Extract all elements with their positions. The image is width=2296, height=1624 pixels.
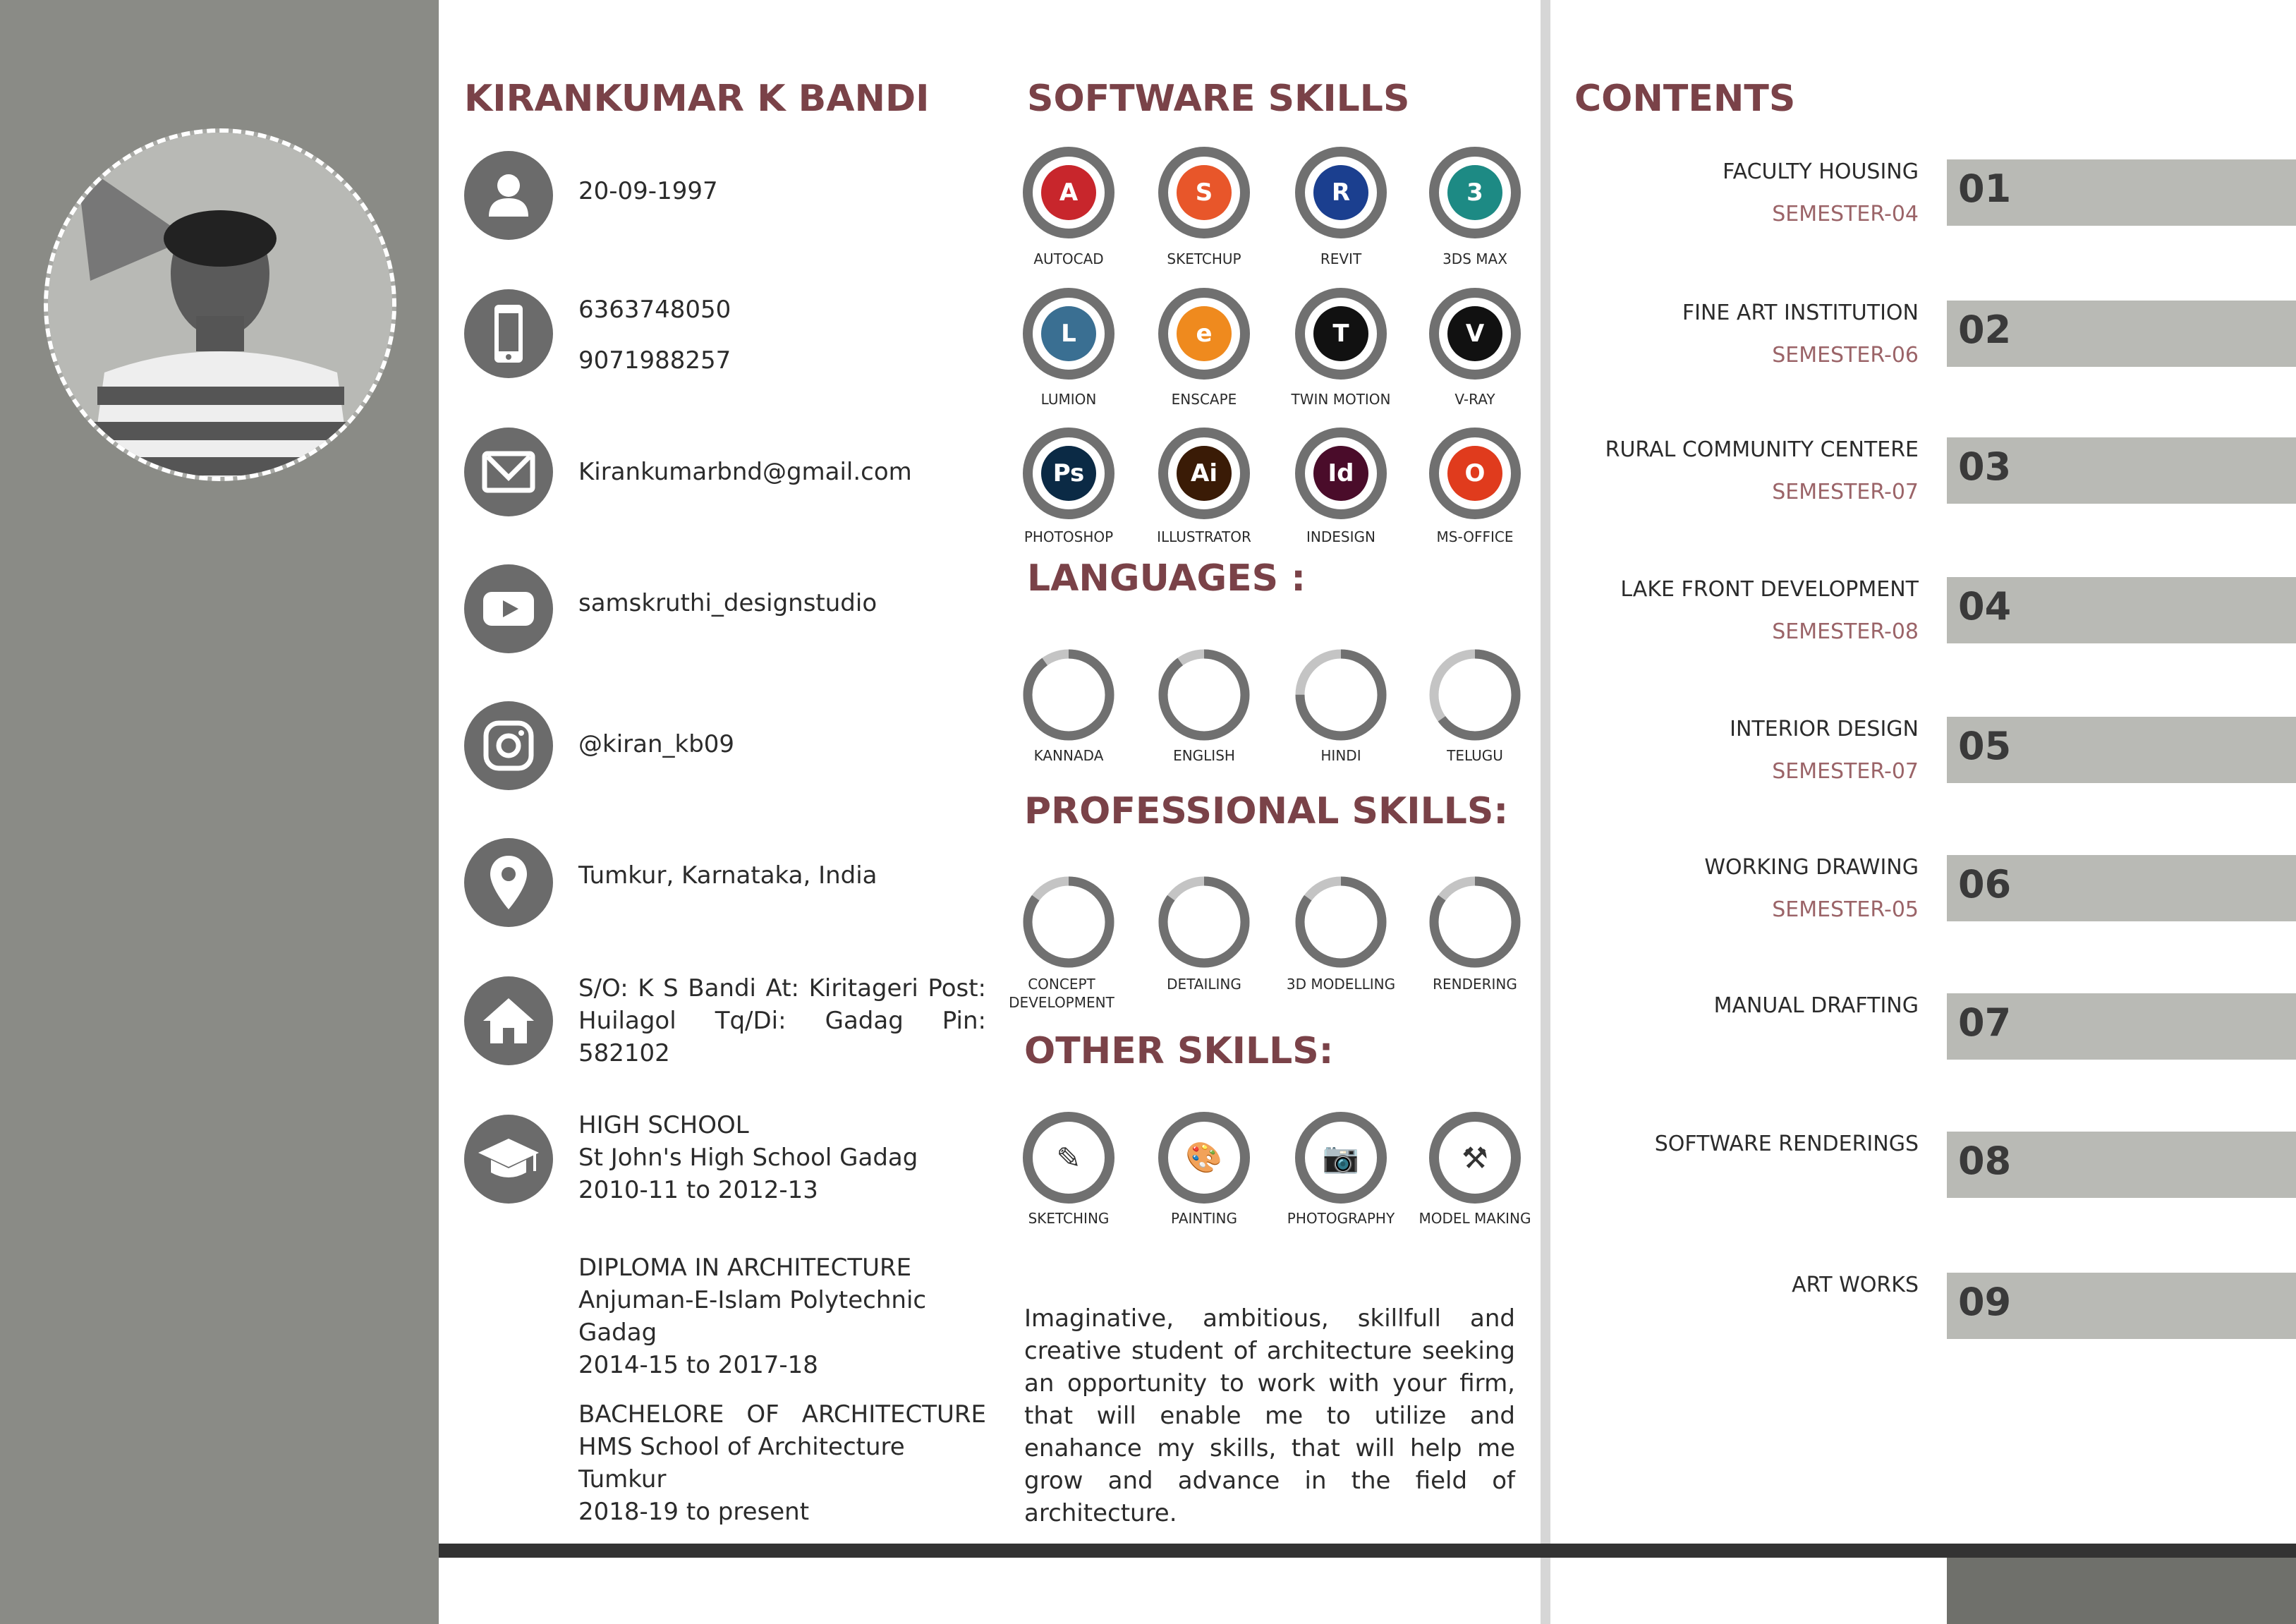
instagram-handle: @kiran_kb09 [578, 730, 735, 758]
education-high-school [578, 1109, 986, 1206]
contents-item-number: 02 [1958, 308, 2012, 352]
software-skills-heading: SOFTWARE SKILLS [1027, 78, 1410, 120]
dob-text: 20-09-1997 [578, 177, 718, 205]
other-skill-glyph: 🎨 [1185, 1140, 1223, 1175]
language-label: ENGLISH [1173, 747, 1235, 764]
graduation-cap-icon [464, 1115, 553, 1204]
languages-heading: LANGUAGES : [1027, 557, 1306, 600]
contents-item-title: FACULTY HOUSING [1723, 159, 1919, 184]
software-logo: e [1177, 306, 1232, 361]
language-label: HINDI [1320, 747, 1361, 764]
education-years: 2014-15 to 2017-18 [578, 1351, 818, 1379]
software-skill-label: LUMION [1040, 391, 1097, 408]
mail-icon [464, 428, 553, 516]
education-title: HIGH SCHOOL [578, 1111, 749, 1139]
education-school: St John's High School Gadag [578, 1144, 918, 1172]
software-skill-label: INDESIGN [1306, 528, 1375, 545]
model-making-tools-icon [1429, 1112, 1521, 1204]
other-skill-glyph: ✎ [1056, 1140, 1081, 1175]
software-logo: Ai [1177, 446, 1232, 501]
software-skill-icon [1023, 147, 1114, 238]
education-school: Anjuman-E-Islam Polytechnic Gadag [578, 1286, 927, 1347]
youtube-icon [464, 564, 553, 653]
software-logo: R [1313, 165, 1368, 220]
contents-item-title: FINE ART INSTITUTION [1682, 301, 1919, 325]
software-skill-label: MS-OFFICE [1436, 528, 1514, 545]
contents-item-number: 08 [1958, 1139, 2012, 1183]
bottom-rule [439, 1544, 2296, 1558]
language-label: KANNADA [1033, 747, 1104, 764]
contents-item-number: 05 [1958, 724, 2012, 768]
professional-skill-ring [1429, 876, 1521, 968]
other-skill-label: SKETCHING [1028, 1210, 1110, 1227]
software-skill-icon [1158, 147, 1250, 238]
software-skill-icon [1023, 288, 1114, 380]
address-text: S/O: K S Bandi At: Kiritageri Post: Huilagol Tq/Di: Gadag Pin: 582102 [578, 974, 986, 1067]
education-title: DIPLOMA IN ARCHITECTURE [578, 1254, 912, 1282]
contents-item-title: INTERIOR DESIGN [1730, 717, 1919, 741]
software-logo: V [1447, 306, 1502, 361]
software-skill-icon [1158, 288, 1250, 380]
resume-name: KIRANKUMAR K BANDI [464, 78, 930, 120]
column-divider [1541, 0, 1550, 1624]
software-skill-icon [1023, 428, 1114, 519]
language-level-ring-level-arc [1163, 654, 1245, 736]
software-skill-label: ENSCAPE [1171, 391, 1237, 408]
contents-item-number: 06 [1958, 862, 2012, 907]
software-logo: Id [1313, 446, 1368, 501]
professional-skill-label: 3D MODELLING [1286, 976, 1396, 993]
software-skill-label: TWIN MOTION [1291, 391, 1391, 408]
language-level-ring [1158, 649, 1250, 741]
location-pin-icon [464, 838, 553, 927]
user-icon [464, 151, 553, 240]
phone-secondary: 9071988257 [578, 346, 731, 375]
objective-text: Imaginative, ambitious, skillfull and creative student of architecture seeking an opportunity to work with your firm, that will enable me to utilize and enahance my skills, that will help me grow and advance in the field of architecture. [1024, 1304, 1515, 1527]
software-skill-label: AUTOCAD [1033, 250, 1104, 267]
professional-skill-label: DETAILING [1167, 976, 1241, 993]
software-skill-icon [1158, 428, 1250, 519]
contents-item-number: 04 [1958, 584, 2012, 629]
contents-item-title: RURAL COMMUNITY CENTERE [1605, 437, 1919, 462]
education-years: 2010-11 to 2012-13 [578, 1176, 818, 1204]
youtube-handle: samskruthi_designstudio [578, 589, 877, 617]
professional-skill-ring [1295, 876, 1387, 968]
contents-item-title: LAKE FRONT DEVELOPMENT [1620, 577, 1919, 602]
contents-item-semester: SEMESTER-04 [1772, 202, 1919, 226]
software-skill-label: SKETCHUP [1167, 250, 1241, 267]
software-skill-icon [1295, 147, 1387, 238]
software-skill-label: PHOTOSHOP [1024, 528, 1114, 545]
software-logo: A [1041, 165, 1096, 220]
camera-icon [1295, 1112, 1387, 1204]
contents-item-title: WORKING DRAWING [1704, 855, 1919, 880]
other-skill-label: PAINTING [1171, 1210, 1237, 1227]
home-icon [464, 976, 553, 1065]
other-skill-glyph: ⚒ [1462, 1140, 1488, 1175]
instagram-icon [464, 701, 553, 790]
contents-item-semester: SEMESTER-08 [1772, 619, 1919, 644]
contents-item-number: 07 [1958, 1000, 2012, 1045]
profile-photo [44, 128, 396, 481]
contents-heading: CONTENTS [1574, 78, 1796, 120]
professional-skill-label: RENDERING [1433, 976, 1517, 993]
software-skill-label: REVIT [1320, 250, 1362, 267]
contents-item-semester: SEMESTER-07 [1772, 759, 1919, 784]
language-level-ring [1295, 649, 1387, 741]
education-bachelor [578, 1398, 986, 1528]
contents-item-number: 03 [1958, 444, 2012, 489]
contents-item-number: 01 [1958, 166, 2012, 211]
other-skill-label: PHOTOGRAPHY [1287, 1210, 1395, 1227]
sketching-icon [1023, 1112, 1114, 1204]
language-level-ring [1023, 649, 1114, 741]
other-skill-glyph: 📷 [1322, 1140, 1360, 1175]
language-label: TELUGU [1447, 747, 1503, 764]
software-skill-icon [1295, 288, 1387, 380]
professional-skills-heading: PROFESSIONAL SKILLS: [1024, 790, 1509, 832]
education-diploma [578, 1252, 931, 1381]
bottom-block [1947, 1558, 2296, 1624]
software-skill-icon [1295, 428, 1387, 519]
contents-item-semester: SEMESTER-07 [1772, 480, 1919, 504]
contents-item-semester: SEMESTER-05 [1772, 897, 1919, 922]
software-skill-label: 3DS MAX [1442, 250, 1507, 267]
contents-item-title: ART WORKS [1792, 1273, 1919, 1297]
education-title: BACHELORE OF ARCHITECTURE [578, 1400, 986, 1429]
software-logo: L [1041, 306, 1096, 361]
email-text: Kirankumarbnd@gmail.com [578, 458, 912, 486]
phone-icon [464, 289, 553, 378]
software-logo: O [1447, 446, 1502, 501]
software-skill-label: ILLUSTRATOR [1157, 528, 1251, 545]
software-logo: T [1313, 306, 1368, 361]
professional-skill-ring [1158, 876, 1250, 968]
software-skill-label: V-RAY [1454, 391, 1495, 408]
language-level-ring-level-arc [1028, 654, 1110, 736]
location-text: Tumkur, Karnataka, India [578, 861, 877, 890]
painting-palette-icon [1158, 1112, 1250, 1204]
phone-primary: 6363748050 [578, 296, 731, 324]
professional-skill-ring [1023, 876, 1114, 968]
other-skills-heading: OTHER SKILLS: [1024, 1030, 1334, 1072]
contents-item-title: SOFTWARE RENDERINGS [1654, 1132, 1919, 1156]
software-logo: S [1177, 165, 1232, 220]
other-skill-label: MODEL MAKING [1419, 1210, 1531, 1227]
education-years: 2018-19 to present [578, 1498, 810, 1526]
software-logo: 3 [1447, 165, 1502, 220]
professional-skill-label: CONCEPT DEVELOPMENT [1009, 976, 1114, 1011]
software-logo: Ps [1041, 446, 1096, 501]
education-school: HMS School of Architecture Tumkur [578, 1433, 905, 1493]
contents-item-number: 09 [1958, 1280, 2012, 1324]
contents-item-semester: SEMESTER-06 [1772, 343, 1919, 368]
contents-item-title: MANUAL DRAFTING [1713, 993, 1919, 1018]
